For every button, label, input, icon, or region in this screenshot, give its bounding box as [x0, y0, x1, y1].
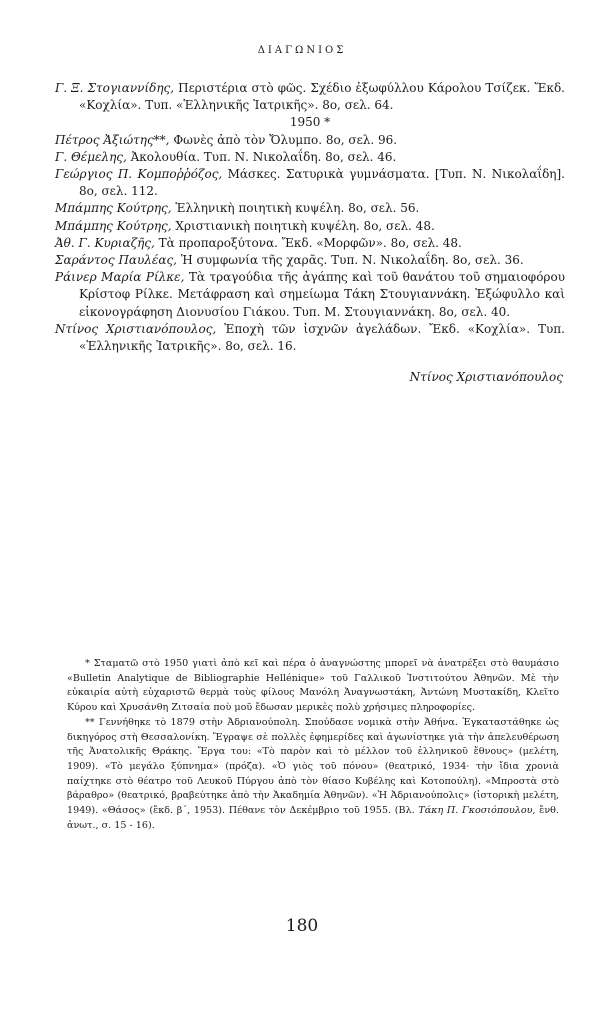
bibliography-entry [55, 235, 565, 252]
bibliography-entry [55, 132, 565, 149]
entry-text: Ἐποχὴ τῶν ἰσχνῶν ἀγελάδων. Ἔκδ. «Κοχλία». Τυπ. «Ἑλληνικῆς Ἰατρικῆς». 8ο, σελ. 16. [79, 321, 565, 354]
entry-text: Τὰ προπαροξύτονα. Ἔκδ. «Μορφῶν». 8ο, σελ. 48. [154, 235, 462, 250]
entry-author: Σαράντος Παυλέας, [55, 253, 177, 268]
page-number: 180 [285, 916, 319, 936]
author-signature: Ντίνος Χριστιανόπουλος [409, 370, 563, 385]
bibliography-entry [55, 200, 565, 217]
bibliography-entry [55, 269, 565, 321]
entry-text: Τὰ τραγούδια τῆς ἀγάπης καὶ τοῦ θανάτου τοῦ σημαιοφόρου Κρίστοφ Ρίλκε. Μετάφραση καὶ σημείωμα Τάκη Στουγιαννάκη. Ἐξώφυλλο καὶ εἰκονογράφηση Διονυσίου Γιάκου. Τυπ. Μ. Στουγιαννάκη. 8ο, σελ. 40. [79, 270, 566, 319]
entry-text: Ἑλληνικὴ ποιητικὴ κυψέλη. 8ο, σελ. 56. [171, 201, 420, 216]
footnote-2-citation: ἔνθ. ἀνωτ., σ. 15 - 16). [67, 805, 559, 831]
entry-text: Φωνὲς ἀπὸ τὸν Ὄλυμπο. 8ο, σελ. 96. [169, 132, 398, 147]
footnotes [67, 657, 559, 833]
entry-author: Ράινερ Μαρία Ρίλκε, [55, 270, 185, 285]
entry-text: Ἡ συμφωνία τῆς χαρᾶς. Τυπ. Ν. Νικολαΐδη. 8ο, σελ. 36. [177, 253, 524, 268]
footnote-2-text: ** Γεννήθηκε τὸ 1879 στὴν Ἀδριανούπολη. Σπούδασε νομικὰ στὴν Ἀθήνα. Ἐγκαταστάθηκε ὡς δικηγόρος στὴ Θεσσαλονίκη. Ἔγραψε σὲ πολλὲς ἐφημερίδες καὶ ἀγωνίστηκε γιὰ τὴν ἀπελευθέρωση τῆς Ἀνατολικῆς Θράκης. Ἔργα του: «Τὸ παρὸν καὶ τὸ μέλλον τοῦ ἑλληνικοῦ ἔθνους» (μελέτη, 1909). «Τὸ μεγάλο ξύπνημα» (πρόζα). «Ὁ γιὸς τοῦ πόνου» (θεατρικό, 1934· τὴν ἴδια χρονιὰ παίχτηκε στὸ θέατρο τοῦ Λευκοῦ Πύργου ἀπὸ τὸν θίασο Κυβέλης καὶ Κοτοπούλη). «Μπροστὰ στὸ βάραθρο» (θεατρικό, βραβεύτηκε ἀπὸ τὴν Ἀκαδημία Ἀθηνῶν). «Ἡ Ἀδριανούπολις» (ἱστορικὴ μελέτη, 1949). «Θάσος» (ἔκδ. β΄, 1953). Πέθανε τὸν Δεκέμβριο τοῦ 1955. (Βλ. [67, 716, 559, 817]
running-head: ΔΙΑΓΩΝΙΟΣ [257, 45, 347, 56]
entry-text: Περιστέρια στὸ φῶς. Σχέδιο ἐξωφύλλου Κάρολου Τσίζεκ. Ἔκδ. «Κοχλία». Τυπ. «Ἑλληνικῆς Ἰατρικῆς». 8ο, σελ. 64. [79, 81, 565, 113]
entry-author: Ἀθ. Γ. Κυριαζῆς, [55, 235, 155, 250]
entry-author: Πέτρος Ἀξιώτης**, [55, 132, 170, 147]
bibliography-list [55, 80, 565, 386]
entries-before-year [55, 80, 565, 114]
bibliography-entry [55, 80, 565, 114]
bibliography-entry [55, 218, 565, 235]
bibliography-entry [55, 149, 565, 166]
entry-author: Γ. Ξ. Στογιαννίδης, [55, 81, 175, 95]
footnote-2 [67, 716, 559, 834]
entry-author: Μπάμπης Κούτρης, [55, 218, 172, 233]
entries-after-year [55, 132, 565, 356]
footnote-1: * Σταματῶ στὸ 1950 γιατὶ ἀπὸ κεῖ καὶ πέρα ὁ ἀναγνώστης μπορεῖ νὰ ἀνατρέξει στὸ θαυμάσιο «Bulletin Analytique de Bibliographie Hellénique» τοῦ Γαλλικοῦ Ἰνστιτούτου Ἀθηνῶν. Μὲ τὴν εὐκαιρία αὐτὴ εὐχαριστῶ θερμὰ τοὺς φίλους Μανόλη Ἀναγνωστάκη, Ἀντώνη Μυστακίδη, Κλεῖτο Κύρου καὶ Χρυσάνθη Ζιτσαία ποὺ μοῦ ἔδωσαν μερικὲς πολὺ χρήσιμες πληροφορίες. [67, 658, 559, 714]
entry-text: Μάσκες. Σατυρικὰ γυμνάσματα. [Τυπ. Ν. Νικολαΐδη]. 8ο, σελ. 112. [79, 167, 565, 199]
entry-text: Χριστιανικὴ ποιητικὴ κυψέλη. 8ο, σελ. 48. [171, 218, 435, 233]
bibliography-entry [55, 166, 565, 200]
bibliography-entry [55, 321, 565, 355]
entry-author: Μπάμπης Κούτρης, [55, 201, 172, 216]
entry-text: Ἀκολουθία. Τυπ. Ν. Νικολαΐδη. 8ο, σελ. 46. [126, 149, 397, 164]
entry-author: Γεώργιος Π. Κομποῤῥόζος, [55, 167, 223, 182]
bibliography-entry [55, 252, 565, 269]
year-heading: 1950 * [289, 115, 331, 130]
entry-author: Γ. Θέμελης, [55, 149, 127, 164]
entry-author: Ντίνος Χριστιανόπουλος, [55, 321, 217, 336]
footnote-2-cited-author: Τάκη Π. Γκοσιόπουλου, [418, 805, 536, 817]
